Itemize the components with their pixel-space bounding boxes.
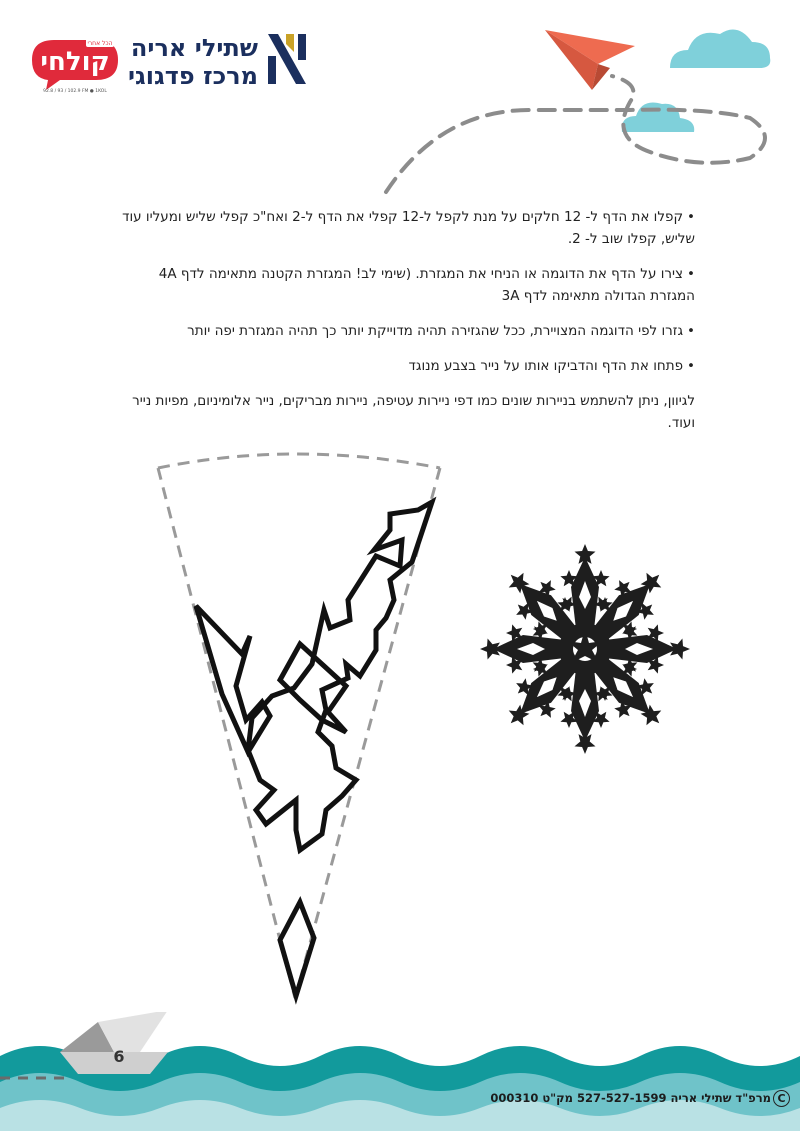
- copyright-text: מרפ"ד שתילי אריה 527-527-1599 מק"ט 000310: [490, 1091, 771, 1105]
- kolhai-logo-tag: הכל אחרי: [87, 40, 113, 47]
- copyright-line: [470, 1090, 790, 1107]
- kolhai-logo-text: קולחי: [40, 47, 110, 77]
- instruction-item: [115, 206, 695, 250]
- instruction-text: גזרו לפי הדוגמה המצויירת, ככל שהגזירה תהיה מדוייקת יותר כך תהיה המגזרת יפה יותר: [187, 323, 684, 339]
- instruction-item: [115, 263, 695, 307]
- org-name: שתילי אריה: [130, 34, 258, 62]
- bullet-marker: •: [687, 266, 695, 282]
- copyright-icon: C: [773, 1090, 790, 1107]
- bullet-marker: •: [687, 209, 695, 225]
- bullet-marker: •: [687, 358, 695, 374]
- page-number: 6: [113, 1047, 125, 1066]
- kolhai-logo: [26, 32, 124, 94]
- org-subtitle: מרכז פדגוגי: [127, 62, 258, 90]
- kolhai-frequency-text: 92.8 / 93 / 102.9 FM ● 1KOL: [43, 89, 107, 94]
- instruction-text: צירו על הדף את הדוגמה או הניחי את המגזרת. (שימי לב! המגזרת הקטנה מתאימה לדף 4A המגזרת הגדולה מתאימה לדף 3A: [158, 266, 695, 304]
- instructions-block: [115, 206, 695, 447]
- snowflake-icon: [478, 544, 692, 754]
- bullet-marker: •: [687, 323, 695, 339]
- instruction-item: [115, 320, 695, 342]
- instruction-text: קפלו את הדף ל- 12 חלקים על מנת לקפל ל-12 קפלי את הדף ל-2 ואח"כ קפלי שליש ומעליו עוד שליש, קפלו שוב ל- 2.: [122, 209, 695, 247]
- cloud-icon: [622, 103, 694, 133]
- instruction-text: פתחו את הדף והדביקו אותו על נייר בצבע מנוגד: [408, 358, 684, 374]
- paper-plane-decoration: [380, 20, 780, 200]
- variation-note: לגיוון, ניתן להשתמש בניירות שונים כמו דפי ניירות עטיפה, ניירות מבריקים, נייר אלומיניום, מפיות נייר ועוד.: [132, 393, 695, 431]
- aleph-emblem-icon: [264, 30, 310, 88]
- footer-waves: [0, 1012, 800, 1131]
- cloud-icon: [670, 30, 770, 69]
- instruction-item: [115, 355, 695, 377]
- shtilei-arie-logo: [127, 28, 310, 92]
- cutting-template: [150, 450, 450, 1010]
